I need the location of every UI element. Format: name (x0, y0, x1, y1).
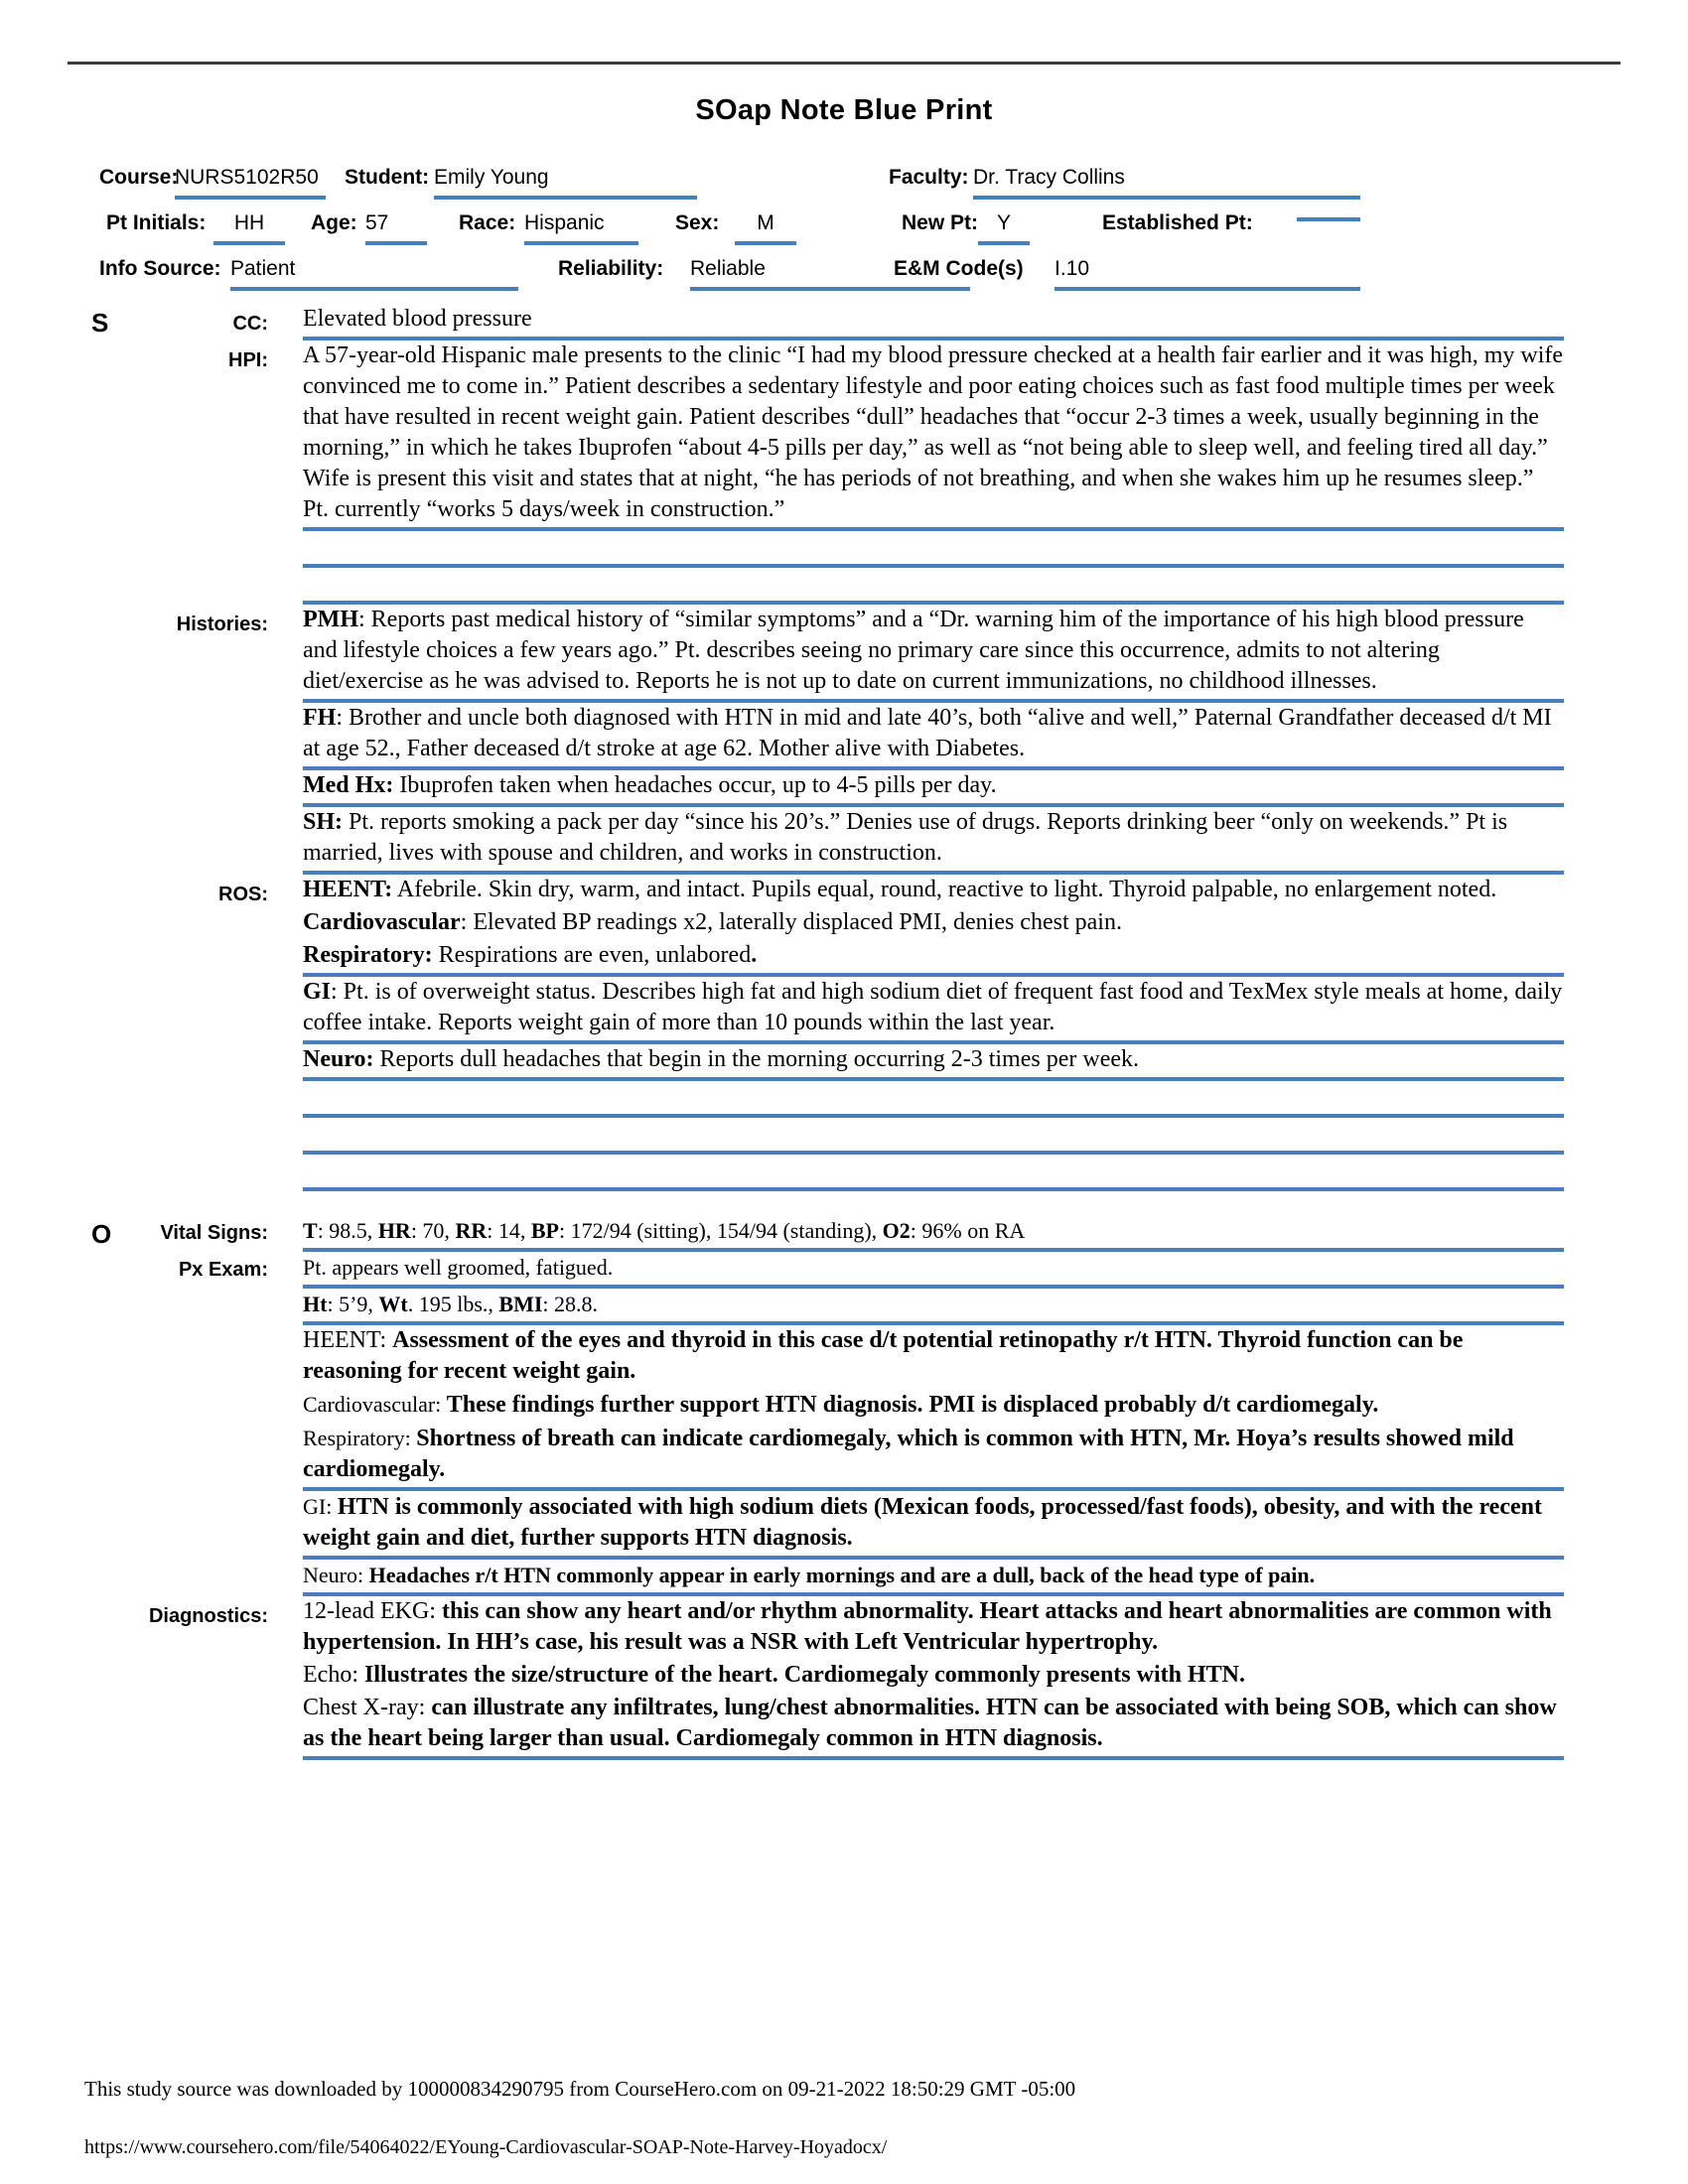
row-medhx (0, 770, 1688, 807)
diagnostics-label: Diagnostics: (148, 1605, 268, 1627)
row-hpi-blank-2 (0, 568, 1688, 605)
ekg-tag: 12-lead EKG: (303, 1598, 442, 1624)
hpi-blank-line-1[interactable] (303, 531, 1564, 568)
sh-tag: SH: (303, 809, 344, 835)
vitals-t-value: : 98.5, (317, 1218, 378, 1243)
vitals-rr-value: : 14, (487, 1218, 531, 1243)
vital-signs-value[interactable] (303, 1215, 1564, 1252)
vital-signs-label: Vital Signs: (160, 1222, 268, 1244)
reliability-label: Reliability: (558, 257, 664, 280)
diagnostics-echo-value[interactable] (303, 1660, 1564, 1693)
vitals-o2-value: : 96% on RA (910, 1218, 1026, 1243)
course-label: Course: (99, 166, 179, 189)
race-value[interactable]: Hispanic (524, 211, 638, 245)
vitals-bp-tag: BP (530, 1218, 559, 1243)
ros-blank-line-2[interactable] (303, 1118, 1564, 1155)
bmi-tag: BMI (498, 1292, 543, 1316)
hpi-value[interactable]: A 57-year-old Hispanic male presents to the clinic “I had my blood pressure checked at a health fair earlier and it was high, my wife convinced me to come in.” Patient describes a sedentary lifestyle and poor eating choices such as fast food multiple times per week that have resulted in recent weight gain. Patient describes “dull” headaches that “occur 2-3 times a week, usually beginning in the morning,” in which he takes Ibuprofen “about 4-5 pills per day,” as well as “not being able to sleep well, and feeling tired all day.” Wife is present this visit and states that at night, “he has periods of not breathing, and when she wakes him up he resumes sleep.” Pt. currently “works 5 days/week in construction.” (303, 341, 1564, 531)
ros-cardio-text: : Elevated BP readings x2, laterally displaced PMI, denies chest pain. (460, 909, 1122, 935)
o-resp-tag: Respiratory: (303, 1426, 417, 1450)
histories-label: Histories: (176, 614, 268, 635)
em-code-label: E&M Code(s) (894, 257, 1024, 280)
age-label: Age: (311, 211, 357, 234)
o-resp-text: Shortness of breath can indicate cardiomegaly, which is common with HTN, Mr. Hoya’s results showed mild cardiomegaly. (303, 1426, 1514, 1482)
row-cc (0, 304, 1688, 341)
row-ros-blank-2 (0, 1118, 1688, 1155)
established-pt-label: Established Pt: (1102, 211, 1253, 234)
row-hpi (0, 341, 1688, 531)
row-ros-gi (0, 977, 1688, 1044)
medhx-text: Ibuprofen taken when headaches occur, up to 4-5 pills per day. (393, 772, 997, 798)
px-exam-value[interactable]: Pt. appears well groomed, fatigued. (303, 1252, 1564, 1289)
info-source-label: Info Source: (99, 257, 221, 280)
ros-resp-tag: Respiratory: (303, 942, 433, 968)
em-code-value[interactable]: I.10 (1055, 257, 1360, 291)
student-value[interactable]: Emily Young (434, 166, 697, 200)
sex-label: Sex: (675, 211, 720, 234)
px-exam-label: Px Exam: (178, 1259, 268, 1281)
new-pt-label: New Pt: (902, 211, 979, 234)
row-ros-neuro (0, 1044, 1688, 1081)
bmi-value: : 28.8. (542, 1292, 599, 1316)
ros-gi-text: : Pt. is of overweight status. Describes high fat and high sodium diet of frequent fast food and TexMex style meals at home, daily coffee intake. Reports weight gain of more than 10 pounds within the last year. (303, 979, 1563, 1035)
vitals-t-tag: T (303, 1218, 318, 1243)
o-gi-value[interactable] (303, 1491, 1564, 1560)
o-neuro-tag: Neuro: (303, 1563, 369, 1587)
vitals-bp-value: : 172/94 (sitting), 154/94 (standing), (558, 1218, 883, 1243)
vitals-hr-value: : 70, (410, 1218, 456, 1243)
row-ros-blank-1 (0, 1081, 1688, 1118)
fh-tag: FH (303, 705, 337, 731)
row-hpi-blank-1 (0, 531, 1688, 568)
page-title: SOap Note Blue Print (695, 94, 993, 126)
o-heent-value[interactable] (303, 1325, 1564, 1389)
top-horizontal-rule (68, 62, 1620, 65)
cc-label: CC: (232, 313, 268, 335)
row-o-neuro (0, 1560, 1688, 1596)
echo-tag: Echo: (303, 1662, 364, 1688)
faculty-value[interactable]: Dr. Tracy Collins (973, 166, 1360, 200)
vitals-rr-tag: RR (455, 1218, 488, 1243)
o-gi-tag: GI: (303, 1494, 338, 1519)
row-o-gi (0, 1491, 1688, 1560)
height-tag: Ht (303, 1292, 328, 1316)
echo-text: Illustrates the size/structure of the heart. Cardiomegaly commonly presents with HTN. (363, 1662, 1245, 1688)
o-heent-text: Assessment of the eyes and thyroid in this case d/t potential retinopathy r/t HTN. Thyroid function can be reasoning for recent weight gain. (303, 1327, 1464, 1384)
download-note: This study source was downloaded by 100000834290795 from CourseHero.com on 09-21-2022 18:50:29 GMT -05:00 (84, 2077, 1076, 2101)
row-ros-cardio (0, 907, 1688, 940)
row-o-resp (0, 1423, 1688, 1491)
header-meta-block (99, 161, 1589, 298)
meta-row-course (99, 161, 1589, 206)
o-cardio-value[interactable] (303, 1389, 1564, 1423)
row-pmh (0, 605, 1688, 703)
established-pt-value[interactable] (1297, 211, 1360, 221)
course-value[interactable]: NURS5102R50 (175, 166, 326, 200)
height-value: : 5’9, (327, 1292, 379, 1316)
o-gi-text: HTN is commonly associated with high sodium diets (Mexican foods, processed/fast foods), obesity, and with the recent weight gain and diet, further supports HTN diagnosis. (303, 1494, 1542, 1551)
ekg-text: this can show any heart and/or rhythm abnormality. Heart attacks and heart abnormalities are common with hypertension. In HH’s case, his result was a NSR with Left Ventricular hypertrophy. (303, 1598, 1552, 1655)
medhx-tag: Med Hx: (303, 772, 394, 798)
meta-row-source (99, 252, 1589, 298)
ros-gi-tag: GI (303, 979, 332, 1005)
diagnostics-cxr-value[interactable] (303, 1693, 1564, 1760)
weight-tag: Wt (378, 1292, 408, 1316)
pt-initials-label: Pt Initials: (106, 211, 207, 234)
hpi-label: HPI: (228, 349, 268, 371)
ros-heent-tag: HEENT: (303, 877, 393, 902)
fh-text: : Brother and uncle both diagnosed with HTN in mid and late 40’s, both “alive and well,” Paternal Grandfather deceased d/t MI at age 52., Father deceased d/t stroke at age 62. Mother alive with Diabetes. (303, 705, 1552, 761)
ros-cardio-value[interactable] (303, 907, 1564, 940)
ros-resp-text-end: . (751, 942, 758, 968)
cxr-text: can illustrate any infiltrates, lung/chest abnormalities. HTN can be associated with being SOB, which can show as the heart being larger than usual. Cardiomegaly common in HTN diagnosis. (303, 1695, 1557, 1751)
age-value[interactable]: 57 (365, 211, 427, 245)
o-neuro-value[interactable] (303, 1560, 1564, 1596)
o-cardio-text: These findings further support HTN diagnosis. PMI is displaced probably d/t cardiomegaly. (446, 1392, 1379, 1418)
ros-gi-value[interactable] (303, 977, 1564, 1044)
row-ros-blank-3 (0, 1155, 1688, 1191)
row-o-cardio (0, 1389, 1688, 1423)
o-neuro-text: Headaches r/t HTN commonly appear in early mornings and are a dull, back of the head type of pain. (368, 1563, 1316, 1587)
info-source-value[interactable]: Patient (230, 257, 518, 291)
ros-blank-line-3[interactable] (303, 1155, 1564, 1191)
row-diagnostics-echo (0, 1660, 1688, 1693)
ros-neuro-value[interactable] (303, 1044, 1564, 1081)
sh-value[interactable] (303, 807, 1564, 875)
row-fh (0, 703, 1688, 770)
source-url[interactable]: https://www.coursehero.com/file/54064022/EYoung-Cardiovascular-SOAP-Note-Harvey-Hoyadocx/ (84, 2136, 888, 2158)
ros-heent-text: Afebrile. Skin dry, warm, and intact. Pupils equal, round, reactive to light. Thyroid palpable, no enlargement noted. (392, 877, 1497, 902)
sh-text: Pt. reports smoking a pack per day “since his 20’s.” Denies use of drugs. Reports drinking beer “only on weekends.” Pt is married, lives with spouse and children, and works in construction. (303, 809, 1508, 866)
row-px-exam (0, 1252, 1688, 1289)
row-diagnostics-ekg (0, 1596, 1688, 1660)
row-vitals (0, 1215, 1688, 1252)
cc-value[interactable]: Elevated blood pressure (303, 304, 1564, 341)
pmh-value[interactable] (303, 605, 1564, 703)
pmh-tag: PMH (303, 607, 358, 632)
soap-body (0, 304, 1688, 1760)
objective-spacer (0, 1191, 1688, 1215)
pmh-text: : Reports past medical history of “similar symptoms” and a “Dr. warning him of the importance of his high blood pressure and lifestyle choices a few years ago.” Pt. describes seeing no primary care since this occurrence, admits to not altering diet/exercise as he was advised to. Reports he is not up to date on current immunizations, no childhood illnesses. (303, 607, 1524, 694)
o-heent-tag: HEENT: (303, 1327, 393, 1353)
ros-resp-value[interactable] (303, 940, 1564, 977)
ros-resp-text: Respirations are even, unlabored (432, 942, 752, 968)
o-resp-value[interactable] (303, 1423, 1564, 1491)
row-diagnostics-cxr (0, 1693, 1688, 1760)
vitals-o2-tag: O2 (882, 1218, 911, 1243)
hpi-blank-line-2[interactable] (303, 568, 1564, 605)
race-label: Race: (459, 211, 516, 234)
section-letter-subjective: S (91, 308, 109, 338)
student-label: Student: (345, 166, 430, 189)
ros-neuro-text: Reports dull headaches that begin in the morning occurring 2-3 times per week. (373, 1046, 1139, 1072)
row-anthropometrics (0, 1289, 1688, 1325)
faculty-label: Faculty: (889, 166, 969, 189)
medhx-value[interactable] (303, 770, 1564, 807)
o-cardio-tag: Cardiovascular: (303, 1392, 447, 1417)
vitals-hr-tag: HR (377, 1218, 411, 1243)
diagnostics-ekg-value[interactable] (303, 1596, 1564, 1660)
ros-cardio-tag: Cardiovascular (303, 909, 461, 935)
ros-heent-value[interactable] (303, 875, 1564, 907)
ros-label: ROS: (218, 884, 268, 905)
ros-blank-line-1[interactable] (303, 1081, 1564, 1118)
meta-row-patient (99, 206, 1589, 252)
fh-value[interactable] (303, 703, 1564, 770)
ros-neuro-tag: Neuro: (303, 1046, 374, 1072)
row-ros-resp (0, 940, 1688, 977)
cxr-tag: Chest X-ray: (303, 1695, 432, 1720)
row-sh (0, 807, 1688, 875)
new-pt-value[interactable]: Y (978, 211, 1030, 245)
pt-initials-value[interactable]: HH (213, 211, 285, 245)
row-o-heent (0, 1325, 1688, 1389)
section-letter-objective: O (91, 1219, 112, 1249)
reliability-value[interactable]: Reliable (690, 257, 970, 291)
weight-value: . 195 lbs., (407, 1292, 499, 1316)
anthropometrics-value[interactable] (303, 1289, 1564, 1325)
row-ros-heent (0, 875, 1688, 907)
sex-value[interactable]: M (735, 211, 796, 245)
